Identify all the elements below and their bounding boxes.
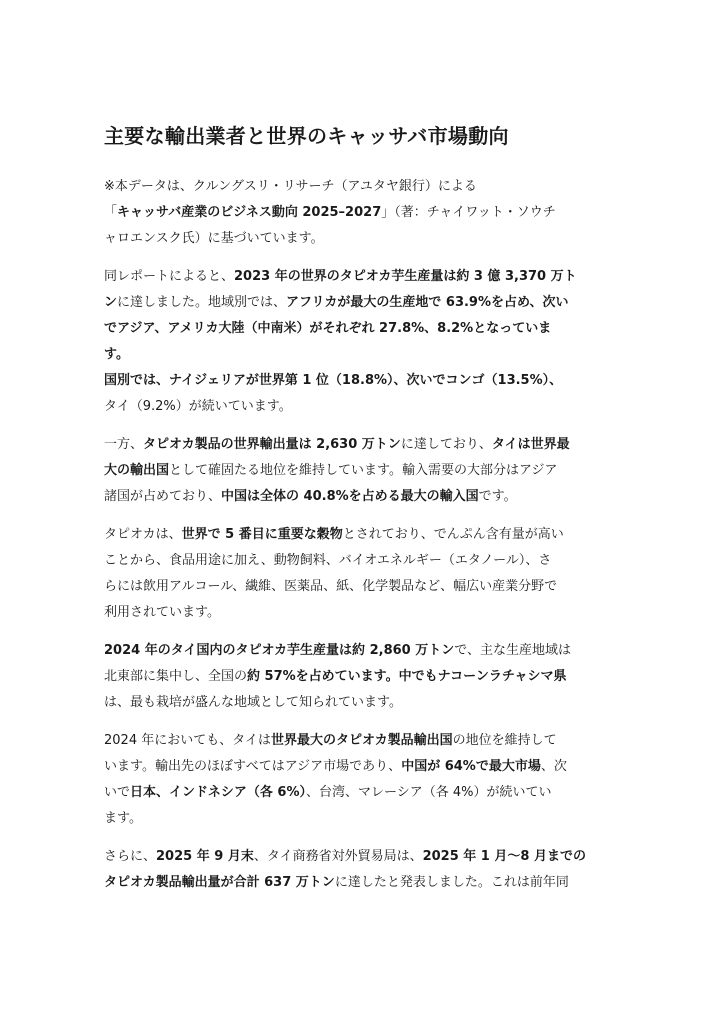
text: ます。 bbox=[104, 811, 142, 826]
text-line bbox=[104, 806, 624, 832]
bold-text: アフリカが最大の生産地で 63.9%を占め、次い bbox=[286, 295, 569, 310]
bold-text: 世界で 5 番目に重要な穀物 bbox=[181, 527, 343, 542]
bold-text: す。 bbox=[104, 347, 129, 362]
text-line bbox=[104, 484, 624, 510]
text: とされており、でんぷん含有量が高い bbox=[342, 527, 564, 542]
text: で、主な生産地域は bbox=[454, 643, 571, 658]
text: タピオカは、 bbox=[104, 527, 182, 542]
paragraph bbox=[104, 844, 624, 896]
text: 一方、 bbox=[104, 437, 144, 452]
paragraph bbox=[104, 432, 624, 510]
text: は、最も栽培が盛んな地域として知られています。 bbox=[104, 695, 402, 710]
text: です。 bbox=[478, 489, 517, 504]
bold-text: 日本、インドネシア（各 6%） bbox=[130, 785, 306, 800]
bold-text: タピオカ製品の世界輸出量は 2,630 万トン bbox=[143, 437, 401, 452]
paragraph bbox=[104, 728, 624, 832]
text-line bbox=[104, 728, 624, 754]
text: ことから、食品用途に加え、動物飼料、バイオエネルギー（エタノール）、さ bbox=[104, 553, 552, 568]
text-line bbox=[104, 458, 624, 484]
text: として確固たる地位を維持しています。輸入需要の大部分はアジア bbox=[169, 463, 558, 478]
bold-text: でアジア、アメリカ大陸（中南米）がそれぞれ 27.8%、8.2%となっていま bbox=[104, 321, 552, 336]
text-line bbox=[104, 780, 624, 806]
bold-text: 2024 年のタイ国内のタピオカ芋生産量は約 2,860 万トン bbox=[104, 643, 455, 658]
text-line bbox=[104, 690, 624, 716]
text-line bbox=[104, 174, 624, 200]
text-line bbox=[104, 664, 624, 690]
text: さらに、 bbox=[104, 849, 157, 864]
bold-text: 2023 年の世界のタピオカ芋生産量 bbox=[234, 269, 444, 284]
text: ャロエンスク氏）に基づいています。 bbox=[104, 231, 324, 246]
document-page bbox=[104, 122, 624, 908]
text-line bbox=[104, 754, 624, 780]
text-line bbox=[104, 432, 624, 458]
paragraph bbox=[104, 174, 624, 252]
text: 利用されています。 bbox=[104, 605, 220, 620]
document-body bbox=[104, 174, 624, 896]
text: 」（著：チャイワット・ソウチ bbox=[381, 205, 556, 220]
text: 、次 bbox=[540, 759, 567, 774]
bold-text: タピオカ製品輸出量が合計 637 万トン bbox=[104, 875, 335, 890]
bold-text: 2025 年 9 月末 bbox=[156, 849, 254, 864]
text-line bbox=[104, 200, 624, 226]
text-line bbox=[104, 638, 624, 664]
text-line bbox=[104, 574, 624, 600]
text-line bbox=[104, 316, 624, 342]
bold-text: 中国が 64%で最大市場 bbox=[401, 759, 541, 774]
text-line bbox=[104, 226, 624, 252]
text-line bbox=[104, 522, 624, 548]
text: 、タイ商務省対外貿易局は、 bbox=[253, 849, 423, 864]
text-line bbox=[104, 600, 624, 626]
text-line bbox=[104, 548, 624, 574]
bold-text: 約 57%を占めています。中でもナコーンラチャシマ県 bbox=[247, 669, 567, 684]
text: に達しました。地域別では、 bbox=[117, 295, 287, 310]
text: 諸国が占めており、 bbox=[104, 489, 222, 504]
text: 「 bbox=[104, 205, 118, 220]
bold-text: 世界最大のタピオカ製品輸出国 bbox=[270, 733, 453, 748]
text-line bbox=[104, 844, 624, 870]
bold-text: 大の輸出国 bbox=[104, 463, 170, 478]
text: ※本データは、クルングスリ・リサーチ（アユタヤ銀行）による bbox=[104, 179, 477, 194]
paragraph bbox=[104, 522, 624, 626]
bold-text: タイは世界最 bbox=[491, 437, 570, 452]
text-line bbox=[104, 264, 624, 290]
text: 北東部に集中し、全国の bbox=[104, 669, 248, 684]
text-line bbox=[104, 870, 624, 896]
bold-text: 2025 年 1 月〜8 月までの bbox=[422, 849, 586, 864]
text: の地位を維持して bbox=[452, 733, 557, 748]
text-line bbox=[104, 342, 624, 368]
bold-text: は約 3 億 3,370 万ト bbox=[443, 269, 577, 284]
text: に達したと発表しました。これは前年同 bbox=[334, 875, 569, 890]
text: タイ（9.2%）が続いています。 bbox=[104, 399, 292, 414]
bold-text: 中国は全体の 40.8%を占める最大の輸入国 bbox=[221, 489, 479, 504]
text-line bbox=[104, 394, 624, 420]
paragraph bbox=[104, 638, 624, 716]
bold-text: 国別では、ナイジェリアが世界第 1 位（18.8%）、次いでコンゴ（13.5%）、 bbox=[104, 373, 563, 388]
text: 、台湾、マレーシア（各 4%）が続いてい bbox=[305, 785, 552, 800]
text: 2024 年においても、タイは bbox=[104, 733, 271, 748]
text-line bbox=[104, 368, 624, 394]
text: に達しており、 bbox=[400, 437, 492, 452]
paragraph bbox=[104, 264, 624, 420]
bold-text: ン bbox=[104, 295, 118, 310]
page-title: 主要な輸出業者と世界のキャッサバ市場動向 bbox=[104, 124, 509, 148]
text: います。輸出先のほぼすべてはアジア市場であり、 bbox=[104, 759, 402, 774]
bold-text: キャッサバ産業のビジネス動向 2025–2027 bbox=[117, 205, 382, 220]
text: らには飲用アルコール、繊維、医薬品、紙、化学製品など、幅広い産業分野で bbox=[104, 579, 558, 594]
text-line bbox=[104, 290, 624, 316]
text: いで bbox=[104, 785, 131, 800]
text: 同レポートによると、 bbox=[104, 269, 235, 284]
